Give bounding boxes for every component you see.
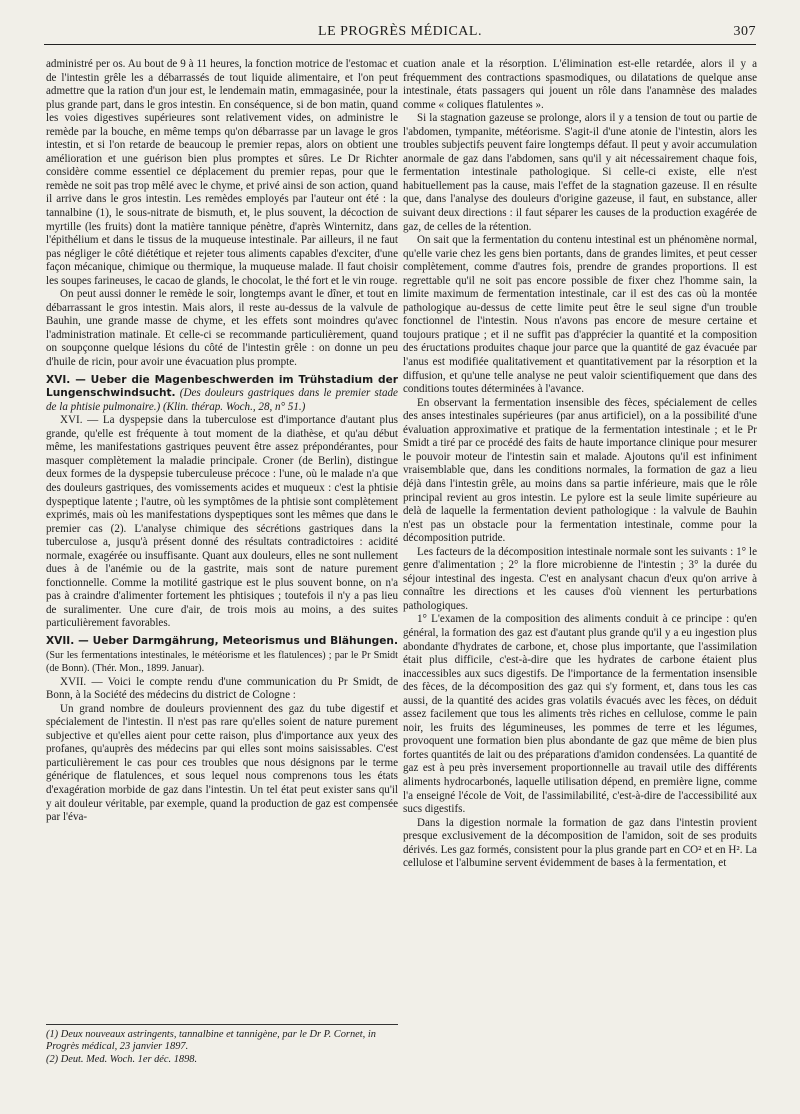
- paragraph: cuation anale et la résorption. L'élimination est-elle retardée, alors il y a fréquemment des contractions spasmodiques, ou dilatations de quelque anse intestinale, états passagers qui jouent un rôle dans l'anamnèse des malades comme « coliques flatulentes ».: [403, 58, 757, 111]
- page-number: 307: [733, 24, 756, 39]
- section-heading: XVI. — Ueber die Magenbeschwerden im Trühstadium der Lungenschwindsucht.: [46, 373, 398, 400]
- right-column: [403, 58, 757, 871]
- paragraph: Dans la digestion normale la formation de gaz dans l'intestin provient presque exclusivement de la décomposition de l'amidon, soit de ses produits dérivés. Les gaz formés, consistent pour la plus grande part en CO² et en H². La cellulose et l'albumine servent évidemment de bases à la fermentation, et: [403, 816, 757, 870]
- paragraph: Un grand nombre de douleurs proviennent des gaz du tube digestif et spécialement de l'intestin. Il n'est pas rare qu'elles soient de nature purement subjective et qu'elles aient pour cette raison, plus d'importance aux yeux des profanes, qu'auprès des médecins par qui elles sont moins saisissables. C'est particulièrement le cas pour ces troubles que nous désignons par le terme générique de flatulences, et sous lequel nous comprenons tous les états d'exagération morbide de gaz dans l'intestin. Un tel état peut exister sans qu'il y ait douleur véritable, par exemple, quand la production de gaz est compensée par l'éva-: [46, 702, 398, 824]
- left-column: [46, 58, 398, 825]
- paragraph: En observant la fermentation insensible des fèces, spécialement de celles des anses intestinales supérieures (par anus artificiel), on a la possibilité d'une évaluation approximative et pratique de la fermentation intestinale ; et le Pr Smidt a tiré par ce procédé des faits de haute importance clinique pour mesurer le pouvoir moteur de l'intestin sain et malade. Ajoutons qu'il est infiniment vraisemblable que, dans les conditions normales, la formation de gaz a lieu déjà dans l'intestin grêle, au moins dans sa partie inférieure, mais que le rôle principal revient au gros intestin. Le pylore est la seule limite supérieure au delà de laquelle la fermentation devient pathologique : la valvule de Bauhin n'est pas un obstacle pour la fermentation intestinale, comme pour la décomposition putride.: [403, 396, 757, 545]
- page-header: [44, 22, 756, 45]
- paragraph: Les facteurs de la décomposition intestinale normale sont les suivants : 1° le genre d'alimentation ; 2° la flore microbienne de l'intestin ; 3° la durée du séjour intestinal des ingesta. C'est en analysant chacun d'eux qu'on arrive à connaître les directions et les causes d'où viennent les perturbations pathologiques.: [403, 545, 757, 612]
- section-xvi-title: [46, 374, 398, 415]
- paragraph: XVII. — Voici le compte rendu d'une communication du Pr Smidt, de Bonn, à la Société des médecins du district de Cologne :: [46, 675, 398, 702]
- journal-title: LE PROGRÈS MÉDICAL.: [318, 24, 482, 39]
- paragraph: On peut aussi donner le remède le soir, longtemps avant le dîner, et tout en débarrassant le gros intestin. Mais alors, il reste au-dessus de la valvule de Bauhin, une grande masse de chyme, et les effets sont moindres qu'avec l'administration matinale. Et celle-ci se recommande particulièrement, quand on soupçonne quelque lésions du côté de l'intestin grêle : on donne un peu d'huile de ricin, pour avoir une évacuation plus prompte.: [46, 288, 398, 369]
- footnote: (1) Deux nouveaux astringents, tannalbine et tannigène, par le Dr P. Cornet, in Progrès médical, 23 janvier 1897.: [46, 1029, 376, 1053]
- section-xvii-title: [46, 635, 398, 676]
- paragraph: administré per os. Au bout de 9 à 11 heures, la fonction motrice de l'estomac et de l'intestin grêle les a débarrassés de tout liquide alimentaire, et l'on peut admettre que la ration d'un jour est, le lendemain matin, emmagasinée, pour la plus grande part, dans le gros intestin. En conséquence, si de bon matin, quand les voies digestives supérieures sont relativement vides, on administre le remède par la bouche, en même temps qu'on débarrasse par un lavage le gros intestin, et si l'on retarde de beaucoup le premier repas, alors on obtient une amélioration et une guérison bien plus promptes et sûres. Le Dr Richter considère comme essentiel ce déplacement du premier repas, pour que le remède ne soit pas trop mêlé avec le chyme, et privé ainsi de son action, quand il arrive dans le gros intestin. Les remèdes employés par l'auteur ont été : la tannalbine (1), le sous-nitrate de bismuth, et, le plus souvent, la décoction de myrtille (les fruits) dont la matière tannique pénètre, d'après Winternitz, dans l'épithélium et dans le tissus de la muqueuse intestinale. Par ailleurs, il ne faut pas négliger le côté diététique et rejeter tous aliments capables d'exciter, d'une façon mécanique, chimique ou thermique, la muqueuse malade. Il faut choisir les soupes farineuses, le cacao de glands, le chocolat, le thé fort et le vin rouge.: [46, 58, 398, 287]
- section-heading: XVII. — Ueber Darmgährung, Meteorismus und Blähungen.: [46, 634, 398, 647]
- footnote: (2) Deut. Med. Woch. 1er déc. 1898.: [46, 1053, 198, 1065]
- footnotes: [46, 1024, 398, 1066]
- paragraph: 1° L'examen de la composition des aliments conduit à ce principe : qu'en général, la formation des gaz est d'autant plus grande qu'il y a eu ingestion plus abondante d'hydrates de carbone, et, chose plus importante, que l'assimilation était plus difficile, c'est-à-dire que les hydrates de carbone étaient plus inaccessibles aux sucs digestifs. De l'importance de la fermentation insensible des fèces, de la décomposition des gaz qui s'y forment, et, dans tous les cas aussi, de la quantité des acides gras volatils évacués avec les fèces, on déduit assez facilement que tous les aliments très riches en cellulose, comme le pain noir, les fruits des légumineuses, les pommes de terre et les légumes, provoquent une formation bien plus abondante de gaz que même de bien plus fortes quantités de lait ou des préparations d'amidon condensées. La quantité de gaz est à peu près inversement proportionnelle au travail utile des différents aliments hydrocarbonés, laquelle utilisation dépend, en première ligne, comme l'a enseigné l'école de Voit, de l'assimilabilité, c'est-à-dire de l'accessibilité aux sucs digestifs.: [403, 613, 757, 816]
- paragraph: XVI. — La dyspepsie dans la tuberculose est d'importance d'autant plus grande, qu'elle est fréquente à tout moment de la diathèse, et qu'au début même, les manifestations gastriques peuvent être assez prépondérantes, pour masquer complètement la maladie principale. Croner (de Berlin), distingue deux formes de la dyspepsie tuberculeuse précoce : l'une, où le malade n'a que des douleurs gastriques, des vomissements acides et muqueux : c'est la phtisie dyspeptique latente ; l'autre, où les symptômes de la phtisie sont complètement exprimés, mais où les manifestations dyspeptiques sont les mêmes que dans le premier cas (2). L'analyse chimique des sécrétions gastriques dans la tuberculose a, jusqu'à présent donné des résultats contradictoires : acidité normale, exagérée ou insuffisante. Quant aux douleurs, elles ne sont nullement dues à de l'anémie ou de la gastrite, mais sont de nature purement fonctionnelle. Comme la motilité gastrique est le plus souvent bonne, on n'a pas à craindre d'alimenter fortement les phtisiques ; toutefois il n'y a pas lieu de suralimenter. Une cure d'air, de trois mois au moins, a des suites particulièrement favorables.: [46, 414, 398, 630]
- paragraph: Si la stagnation gazeuse se prolonge, alors il y a tension de tout ou partie de l'abdomen, tympanite, météorisme. S'agit-il d'une atonie de l'intestin, alors les troubles subjectifs peuvent faire longtemps défaut. Il peut y avoir accumulation anormale de gaz dans l'abdomen, sans qu'il y ait nécessairement chaque fois, fermentation intestinale pathologique. Si celle-ci existe, elle n'est habituellement pas la cause, mais l'effet de la stagnation gazeuse. Il en résulte que, dans l'analyse des douleurs d'origine gazeuse, il faut, en substance, aller suivant deux directions : il faut séparer les causes de la production exagérée de gaz, de celles de la rétention.: [403, 112, 757, 233]
- section-source: (Des douleurs gastriques dans le premier stade de la phtisie pulmonaire.) (Klin. thérap. Woch., 28, n° 51.): [46, 387, 398, 413]
- section-source: (Sur les fermentations intestinales, le météorisme et les flatulences) ; par le Pr Smidt (de Bonn). (Thér. Mon., 1899. Januar).: [46, 649, 398, 675]
- paragraph: On sait que la fermentation du contenu intestinal est un phénomène normal, qu'elle varie chez les gens bien portants, dans de grandes limites, et peut cesser complètement, comme d'autres fois, prendre de grandes proportions. Il est regrettable qu'il ne soit pas encore possible de fixer chez l'homme sain, la limite maximum de fermentation intestinale, car il est des cas où la montée pathologique au-dessus de cette limite peut être le seul signe d'un trouble fonctionnel de l'intestin. Nous n'avons pas encore de mesure certaine et toujours pratique ; et il ne suffit pas d'apprécier la quantité et la composition des éructations produites chaque jour parce que la quantité de gaz évacuée par l'anus est modifiée qualitativement et quantitativement par la résorption et la diffusion, et qu'une telle analyse ne peut valoir scientifiquement que dans des conditions toutes déterminées à l'avance.: [403, 234, 757, 396]
